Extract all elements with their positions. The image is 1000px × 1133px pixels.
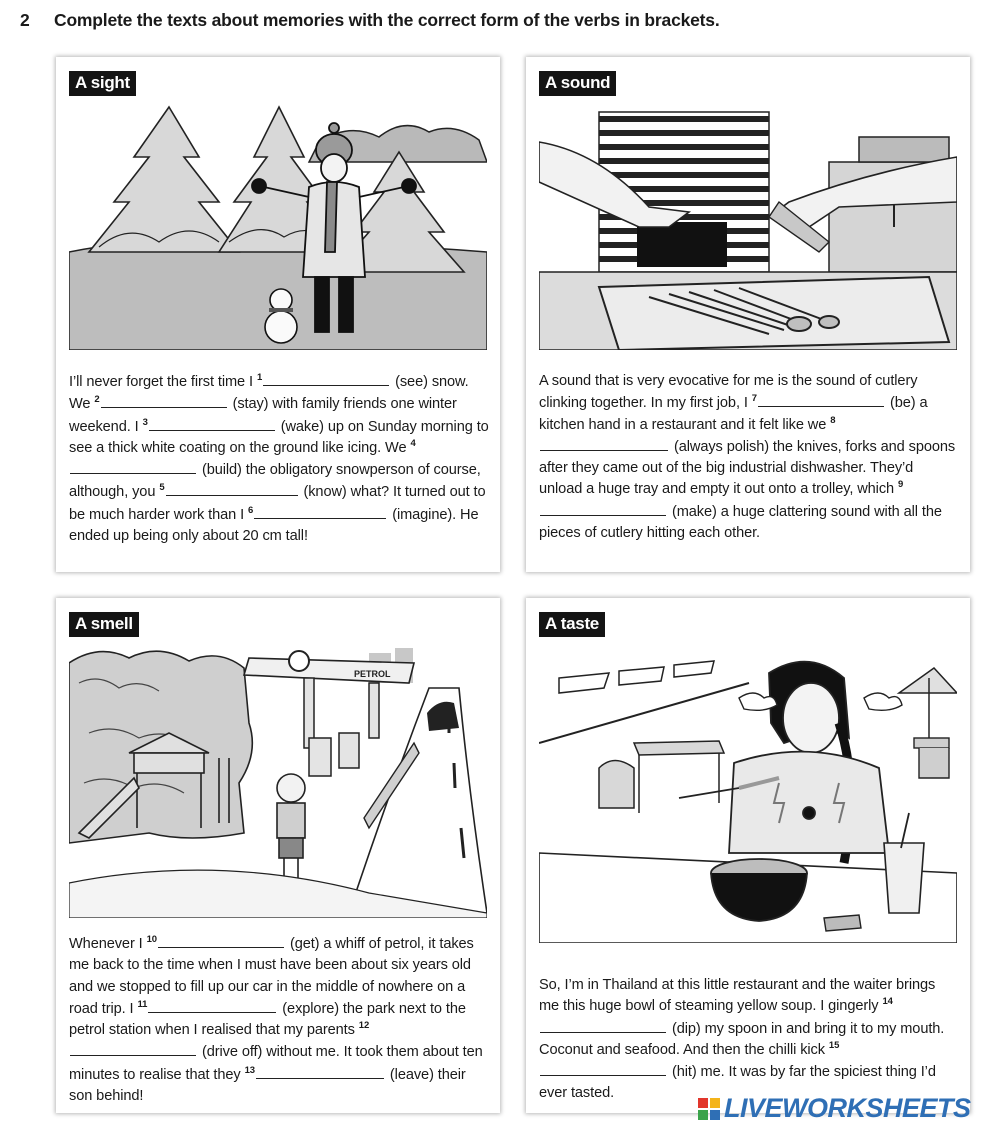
answer-blank-9[interactable] — [540, 501, 666, 516]
card-sight-tag: A sight — [69, 71, 136, 96]
blank-number: 2 — [94, 394, 100, 406]
card-smell — [56, 598, 500, 1113]
liveworksheets-logo[interactable] — [698, 1093, 971, 1124]
blank-number: 9 — [898, 479, 904, 491]
answer-blank-3[interactable] — [149, 416, 275, 431]
snow-scene-illustration — [69, 102, 487, 350]
answer-blank-15[interactable] — [540, 1061, 666, 1076]
answer-blank-4[interactable] — [70, 459, 196, 474]
blank-number: 7 — [751, 393, 757, 405]
blank-number: 8 — [830, 414, 836, 426]
blank-number: 6 — [248, 504, 254, 516]
exercise-heading — [20, 10, 980, 31]
blank-number: 1 — [256, 372, 263, 383]
blank-number: 3 — [142, 416, 148, 428]
blank-number: 14 — [882, 996, 893, 1008]
card-sight — [56, 57, 500, 572]
verb-hint: (be) — [889, 395, 916, 412]
verb-hint: (leave) their son behind! — [69, 1066, 466, 1105]
answer-blank-7[interactable] — [758, 392, 884, 407]
text-segment: A sound that is very evocative for me is the sound of cutlery clinking together. In my first job, I — [539, 373, 918, 412]
kitchen-cutlery-illustration — [539, 102, 957, 350]
verb-hint: (get) a whiff of petrol, it takes me back to the time when I must have been about six years old and we stopped to fill up our car in the middle of nowhere on a road trip. I — [69, 936, 474, 1017]
text-segment: Whenever I — [69, 936, 143, 952]
card-smell-tag: A smell — [69, 612, 139, 637]
logo-text: LIVEWORKSHEETS — [724, 1093, 971, 1123]
card-taste-tag: A taste — [539, 612, 605, 637]
text-segment: snow. We — [69, 374, 469, 413]
text-segment: one winter weekend. I — [69, 396, 457, 435]
verb-hint: (build) the — [201, 462, 266, 479]
answer-blank-10[interactable] — [158, 933, 284, 948]
card-taste-text — [539, 975, 959, 1105]
petrol-sign: PETROL — [354, 669, 391, 679]
answer-blank-12[interactable] — [70, 1041, 196, 1056]
verb-hint: (wake) up — [280, 418, 344, 435]
blank-number: 12 — [358, 1020, 370, 1032]
verb-hint: (see) — [395, 374, 428, 390]
card-sight-text — [69, 371, 489, 547]
card-smell-text — [69, 933, 489, 1107]
answer-blank-13[interactable] — [256, 1064, 384, 1079]
text-segment: a kitchen hand in a restaurant and it felt like we — [539, 395, 928, 433]
card-taste — [526, 598, 970, 1113]
verb-hint: (imagine). He ended up being only about 20 cm tall! — [69, 506, 479, 545]
text-segment: on Sunday morning to see a thick white coating on the ground like icing. We — [69, 418, 489, 456]
card-sound-tag: A sound — [539, 71, 616, 96]
verb-hint: (hit) me. It was by far the spiciest thing I’d ever tasted. — [539, 1064, 936, 1102]
petrol-station-illustration — [69, 643, 487, 918]
thai-restaurant-illustration — [539, 643, 957, 943]
verb-hint: (know) what? It turned out to be much harder work than I — [69, 484, 486, 523]
text-segment: I’ll never forget the first time I — [69, 374, 253, 390]
blank-number: 15 — [828, 1039, 840, 1051]
text-segment: So, I’m in Thailand at this little restaurant and the waiter brings me this huge bowl of steaming yellow soup. I gingerly — [539, 977, 936, 1015]
verb-hint: (make) a huge clattering sound with all the pieces of cutlery hitting each other. — [539, 503, 942, 542]
exercise-instruction: Complete the texts about memories with the correct form of the verbs in brackets. — [54, 10, 720, 30]
answer-blank-1[interactable] — [263, 371, 389, 386]
answer-blank-5[interactable] — [166, 481, 298, 496]
card-sound-text — [539, 371, 959, 544]
blank-number: 10 — [146, 934, 157, 945]
blank-number: 4 — [410, 437, 416, 449]
blank-number: 11 — [137, 998, 148, 1010]
answer-blank-14[interactable] — [540, 1018, 666, 1033]
card-sound — [526, 57, 970, 572]
answer-blank-11[interactable] — [148, 998, 276, 1013]
blank-number: 5 — [159, 482, 165, 494]
verb-hint: (stay) with family friends — [232, 396, 387, 413]
verb-hint: (dip) my spoon in and bring it to my mouth. Coconut and seafood. And then the chilli kick — [539, 1020, 945, 1058]
blank-number: 13 — [244, 1064, 255, 1076]
answer-blank-8[interactable] — [540, 436, 668, 451]
verb-hint: (explore) the park next to the petrol station when I realised that my parents — [69, 1000, 466, 1039]
exercise-number: 2 — [20, 10, 30, 30]
answer-blank-6[interactable] — [254, 504, 386, 519]
verb-hint: (always polish) the knives, forks and spoons after they came out of the big industrial dishwasher. They’d unload a huge tray and empty it out onto a trolley, which — [539, 438, 956, 498]
liveworksheets-icon — [698, 1098, 720, 1120]
text-segment: obligatory snowperson of course, although, you — [69, 462, 481, 501]
answer-blank-2[interactable] — [101, 393, 227, 408]
verb-hint: (drive off) without me. It took them about ten minutes to realise that they — [69, 1044, 483, 1083]
